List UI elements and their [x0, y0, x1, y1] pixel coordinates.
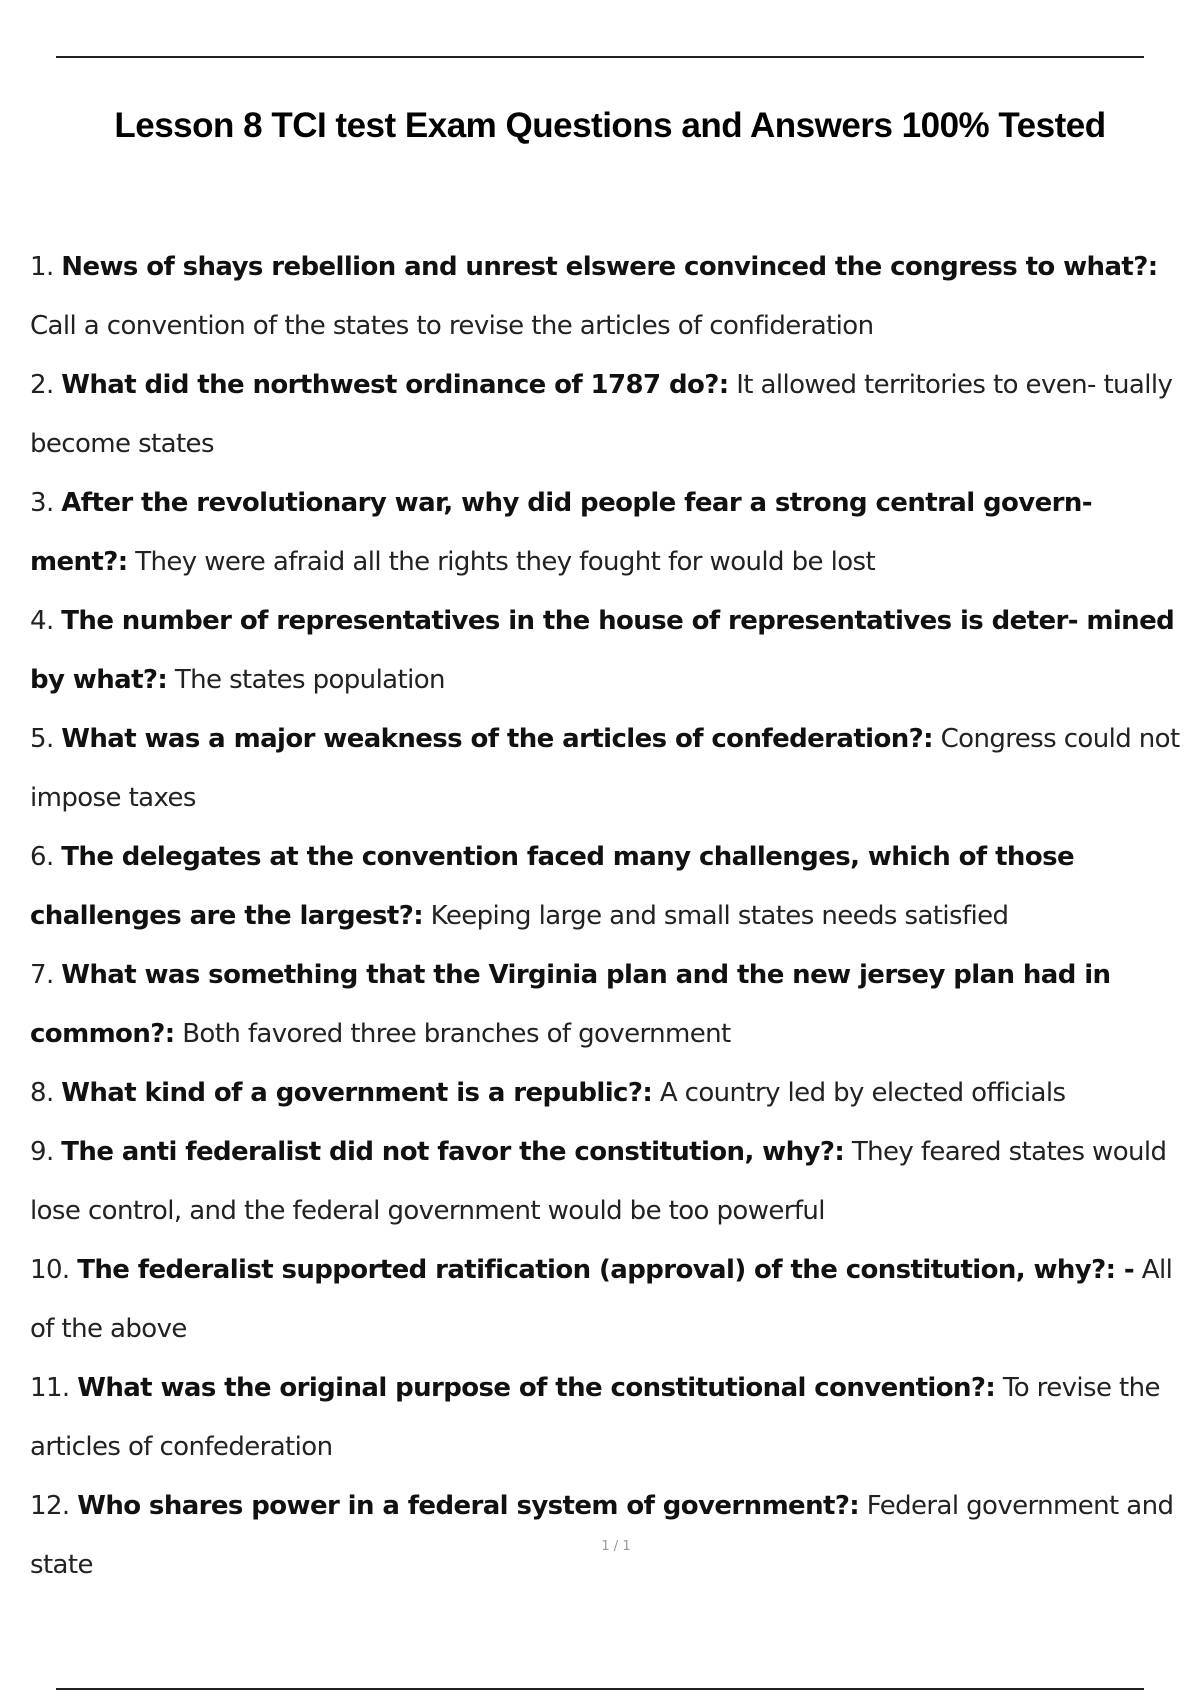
item-number: 3.	[30, 488, 54, 518]
qa-item-7	[30, 946, 1180, 1064]
question-text: What kind of a government is a republic?:	[61, 1078, 653, 1108]
qa-item-12	[30, 1477, 1180, 1595]
qa-item-3	[30, 474, 1180, 592]
answer-text: All of the above	[30, 1255, 1173, 1344]
answer-text: Both favored three branches of government	[182, 1019, 731, 1049]
answer-text: A country led by elected officials	[659, 1078, 1066, 1108]
qa-item-1	[30, 238, 1180, 356]
qa-item-10	[30, 1241, 1180, 1359]
question-text: What was something that the Virginia plan and the new jersey plan had in common?:	[30, 960, 1111, 1049]
item-number: 9.	[30, 1137, 54, 1167]
question-text: What did the northwest ordinance of 1787 do?:	[61, 370, 729, 400]
question-text: What was a major weakness of the articles of confederation?:	[61, 724, 933, 754]
question-text: What was the original purpose of the constitutional convention?:	[77, 1373, 996, 1403]
top-divider	[56, 56, 1144, 58]
question-text: News of shays rebellion and unrest elswere convinced the congress to what?:	[61, 252, 1158, 282]
item-number: 10.	[30, 1255, 70, 1285]
item-number: 11.	[30, 1373, 70, 1403]
qa-item-6	[30, 828, 1180, 946]
qa-item-5	[30, 710, 1180, 828]
item-number: 6.	[30, 842, 54, 872]
page-title: Lesson 8 TCI test Exam Questions and Answers 100% Tested	[114, 106, 1106, 145]
qa-item-11	[30, 1359, 1180, 1477]
item-number: 7.	[30, 960, 54, 990]
answer-text: They were afraid all the rights they fought for would be lost	[135, 547, 876, 577]
item-number: 4.	[30, 606, 54, 636]
answer-text: Call a convention of the states to revise the articles of confideration	[30, 311, 874, 341]
question-text: After the revolutionary war, why did people fear a strong central govern- ment?:	[30, 488, 1092, 577]
qa-list	[30, 238, 1180, 1595]
answer-text: They feared states would lose control, and the federal government would be too powerful	[30, 1137, 1167, 1226]
item-number: 5.	[30, 724, 54, 754]
item-number: 1.	[30, 252, 54, 282]
question-text: The federalist supported ratification (approval) of the constitution, why?: -	[77, 1255, 1135, 1285]
qa-item-9	[30, 1123, 1180, 1241]
question-text: The anti federalist did not favor the constitution, why?:	[61, 1137, 845, 1167]
qa-item-8	[30, 1064, 1180, 1123]
item-number: 8.	[30, 1078, 54, 1108]
question-text: The delegates at the convention faced many challenges, which of those challenges are the largest?:	[30, 842, 1074, 931]
question-text: Who shares power in a federal system of government?:	[77, 1491, 860, 1521]
answer-text: Keeping large and small states needs satisfied	[430, 901, 1009, 931]
answer-text: It allowed territories to even- tually become states	[30, 370, 1173, 459]
bottom-divider	[56, 1688, 1144, 1690]
qa-item-4	[30, 592, 1180, 710]
page-indicator: 1 / 1	[601, 1539, 631, 1554]
item-number: 2.	[30, 370, 54, 400]
answer-text: Federal government and state	[30, 1491, 1174, 1580]
answer-text: The states population	[174, 665, 445, 695]
qa-item-2	[30, 356, 1180, 474]
answer-text: Congress could not impose taxes	[30, 724, 1180, 813]
question-text: The number of representatives in the house of representatives is deter- mined by what?:	[30, 606, 1175, 695]
answer-text: To revise the articles of confederation	[30, 1373, 1160, 1462]
item-number: 12.	[30, 1491, 70, 1521]
